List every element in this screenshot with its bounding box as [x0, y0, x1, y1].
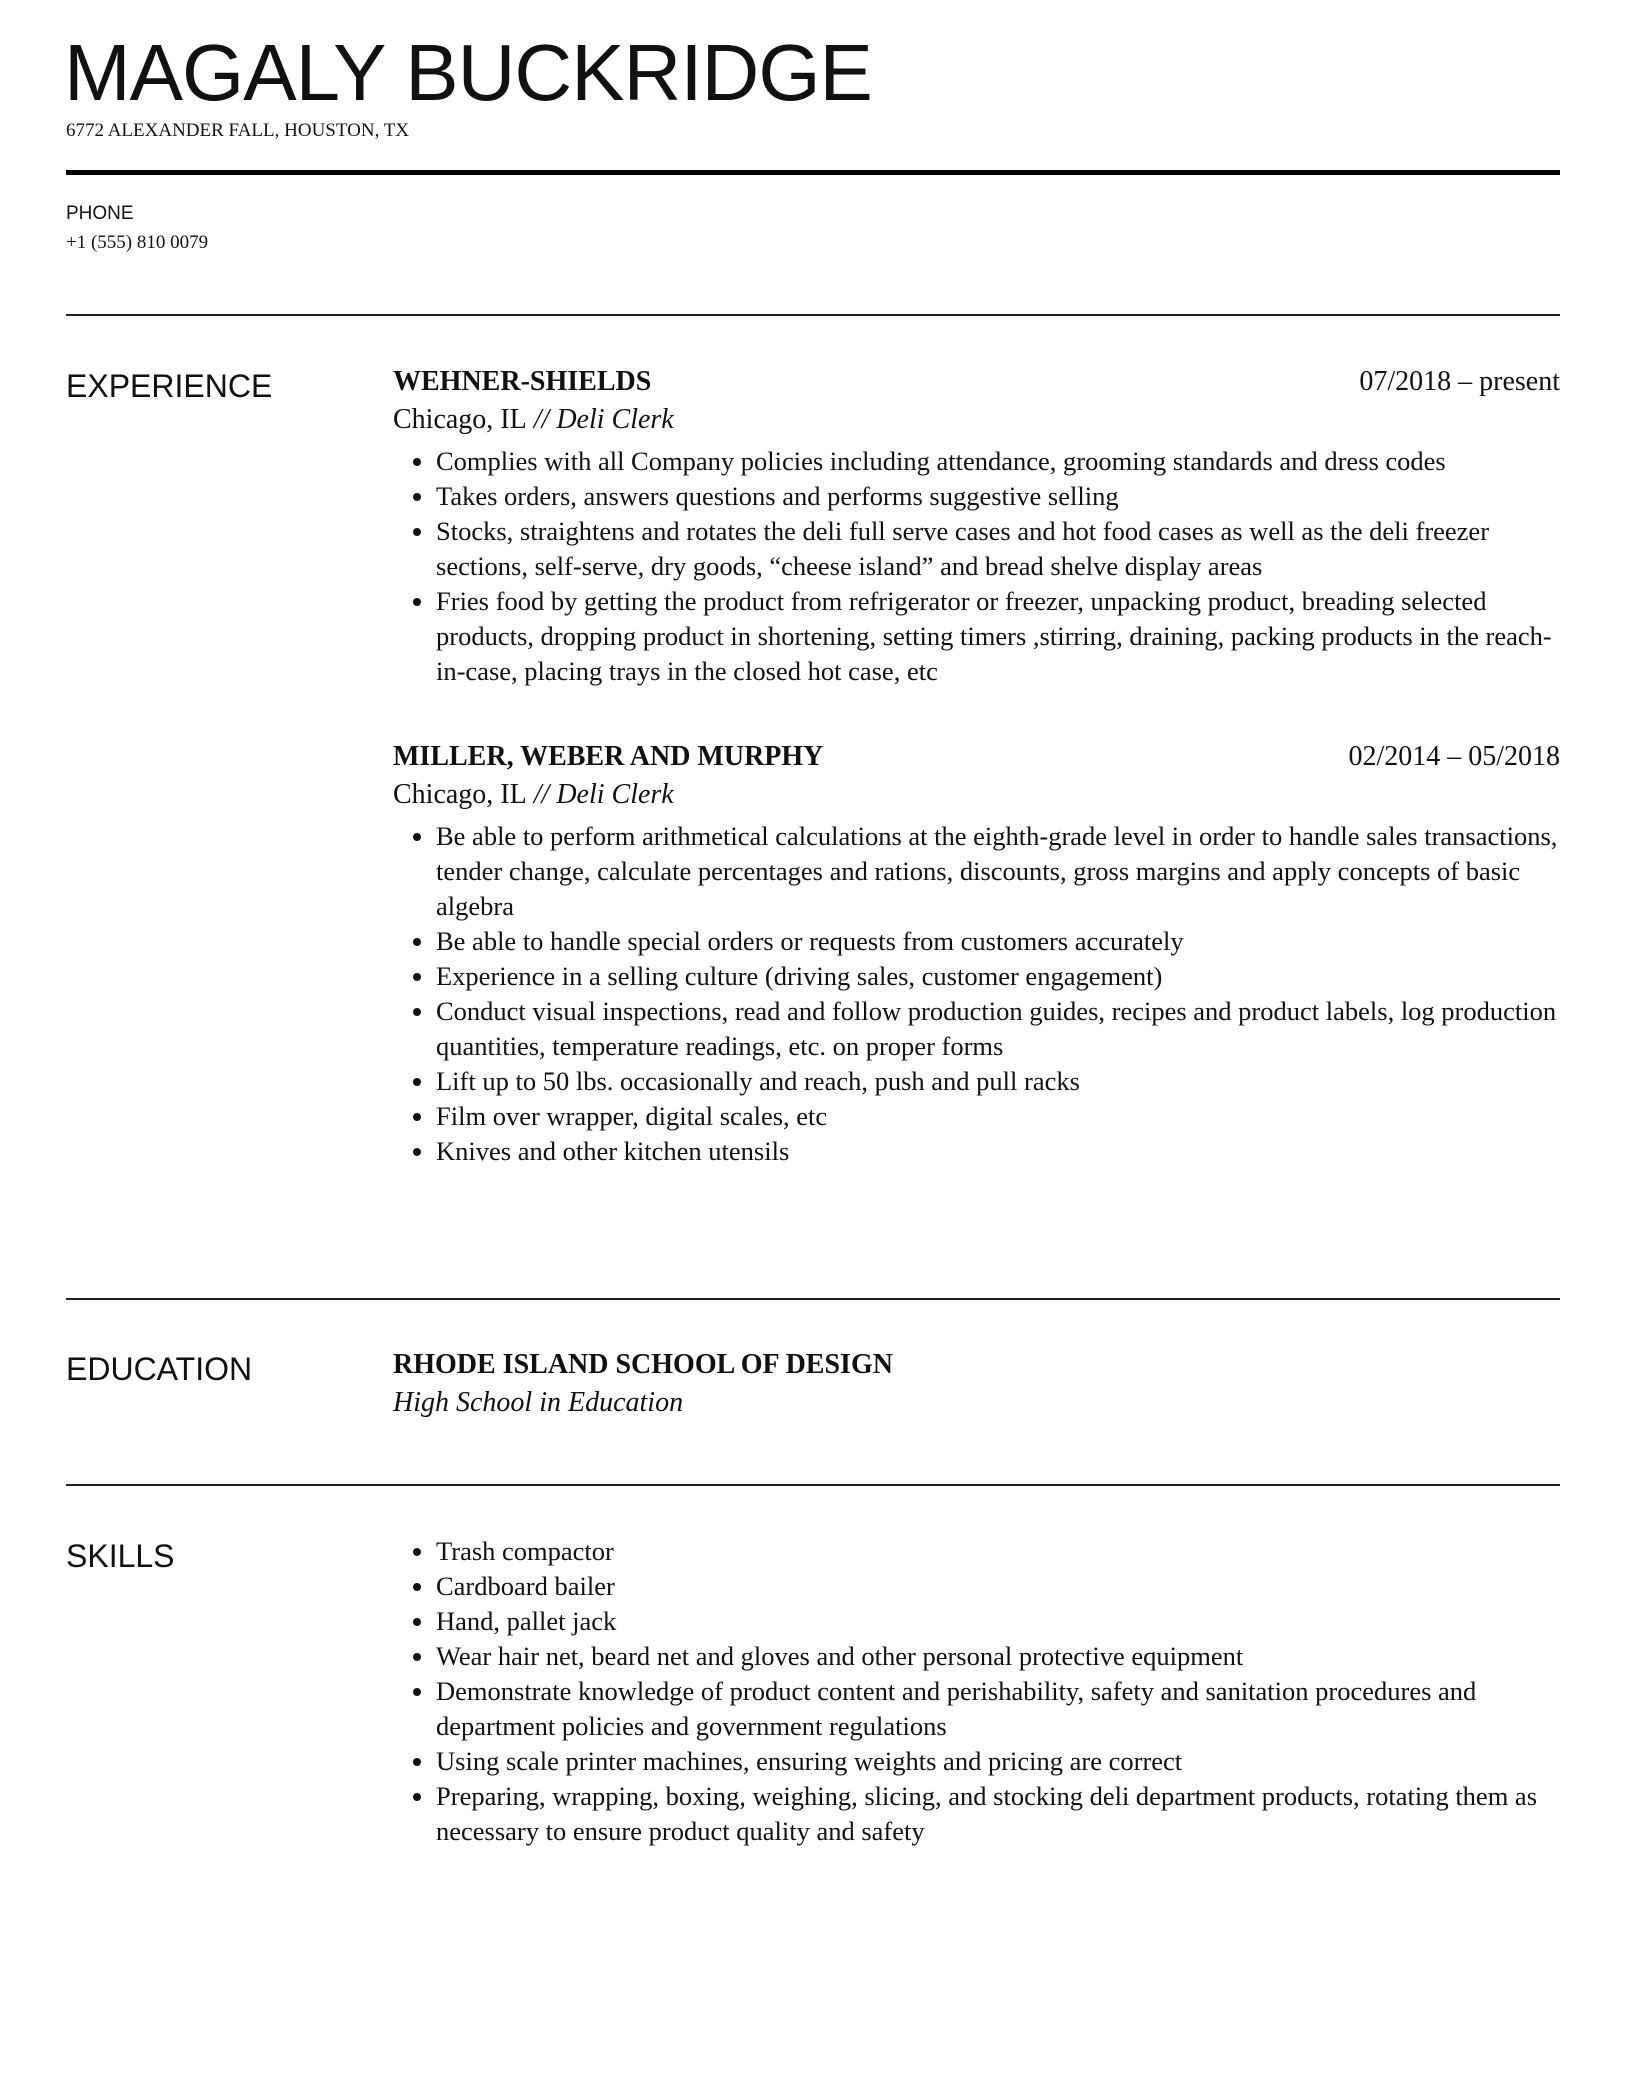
- bullet-item: • Film over wrapper, digital scales, etc: [436, 1099, 1560, 1134]
- degree: High School in Education: [393, 1387, 684, 1418]
- job-dates: 07/2018 – present: [1359, 366, 1560, 397]
- divider: [66, 314, 1560, 316]
- skill-item: • Wear hair net, beard net and gloves and other personal protective equipment: [436, 1639, 1560, 1674]
- candidate-name: MAGALY BUCKRIDGE: [64, 28, 872, 117]
- divider: [66, 1484, 1560, 1486]
- bullet-item: • Be able to handle special orders or requests from customers accurately: [436, 924, 1560, 959]
- job-role: Deli Clerk: [556, 779, 674, 810]
- bullet-item: • Takes orders, answers questions and performs suggestive selling: [436, 479, 1560, 514]
- job-entry: [393, 739, 1560, 1169]
- skill-item: • Preparing, wrapping, boxing, weighing, slicing, and stocking deli department products, rotating them as necessary to ensure product quality and safety: [436, 1779, 1560, 1849]
- education-heading: EDUCATION: [66, 1351, 253, 1387]
- skill-item: • Hand, pallet jack: [436, 1604, 1560, 1639]
- phone-number: +1 (555) 810 0079: [66, 232, 209, 253]
- bullet-item: • Conduct visual inspections, read and follow production guides, recipes and product labels, log production quantities, temperature readings, etc. on proper forms: [436, 994, 1560, 1064]
- company-name: MILLER, WEBER AND MURPHY: [393, 741, 824, 772]
- job-dates: 02/2014 – 05/2018: [1348, 741, 1560, 772]
- job-bullets: [393, 444, 1560, 689]
- separator: //: [526, 404, 557, 435]
- bullet-item: • Fries food by getting the product from refrigerator or freezer, unpacking product, breading selected products, dropping product in shortening, setting timers ,stirring, draining, packing products in the reach-in-case, placing trays in the closed hot case, etc: [436, 584, 1560, 689]
- bullet-item: • Knives and other kitchen utensils: [436, 1134, 1560, 1169]
- job-location: Chicago, IL: [393, 779, 527, 810]
- skill-item: • Using scale printer machines, ensuring weights and pricing are correct: [436, 1744, 1560, 1779]
- bullet-item: • Be able to perform arithmetical calculations at the eighth-grade level in order to handle sales transactions, tender change, calculate percentages and rations, discounts, gross margins and apply concepts of basic algebra: [436, 819, 1560, 924]
- job-location: Chicago, IL: [393, 404, 527, 435]
- separator: //: [526, 779, 557, 810]
- bullet-item: • Lift up to 50 lbs. occasionally and reach, push and pull racks: [436, 1064, 1560, 1099]
- header-divider: [66, 170, 1560, 175]
- skill-item: • Trash compactor: [436, 1534, 1560, 1569]
- phone-label: PHONE: [66, 203, 134, 224]
- experience-heading: EXPERIENCE: [66, 368, 273, 404]
- skill-item: • Cardboard bailer: [436, 1569, 1560, 1604]
- job-bullets: [393, 819, 1560, 1169]
- school-name: RHODE ISLAND SCHOOL OF DESIGN: [393, 1349, 893, 1380]
- bullet-item: • Stocks, straightens and rotates the deli full serve cases and hot food cases as well as the deli freezer sections, self-serve, dry goods, “cheese island” and bread shelve display areas: [436, 514, 1560, 584]
- experience-section: [393, 364, 1560, 1219]
- divider: [66, 1298, 1560, 1300]
- job-role: Deli Clerk: [556, 404, 674, 435]
- company-name: WEHNER-SHIELDS: [393, 366, 652, 397]
- skills-section: [393, 1534, 1560, 1849]
- bullet-item: • Complies with all Company policies including attendance, grooming standards and dress codes: [436, 444, 1560, 479]
- job-entry: [393, 364, 1560, 689]
- skills-heading: SKILLS: [66, 1538, 175, 1574]
- address: 6772 ALEXANDER FALL, HOUSTON, TX: [66, 120, 410, 141]
- bullet-item: • Experience in a selling culture (driving sales, customer engagement): [436, 959, 1560, 994]
- education-section: [393, 1347, 1560, 1423]
- skill-item: • Demonstrate knowledge of product content and perishability, safety and sanitation procedures and department policies and government regulations: [436, 1674, 1560, 1744]
